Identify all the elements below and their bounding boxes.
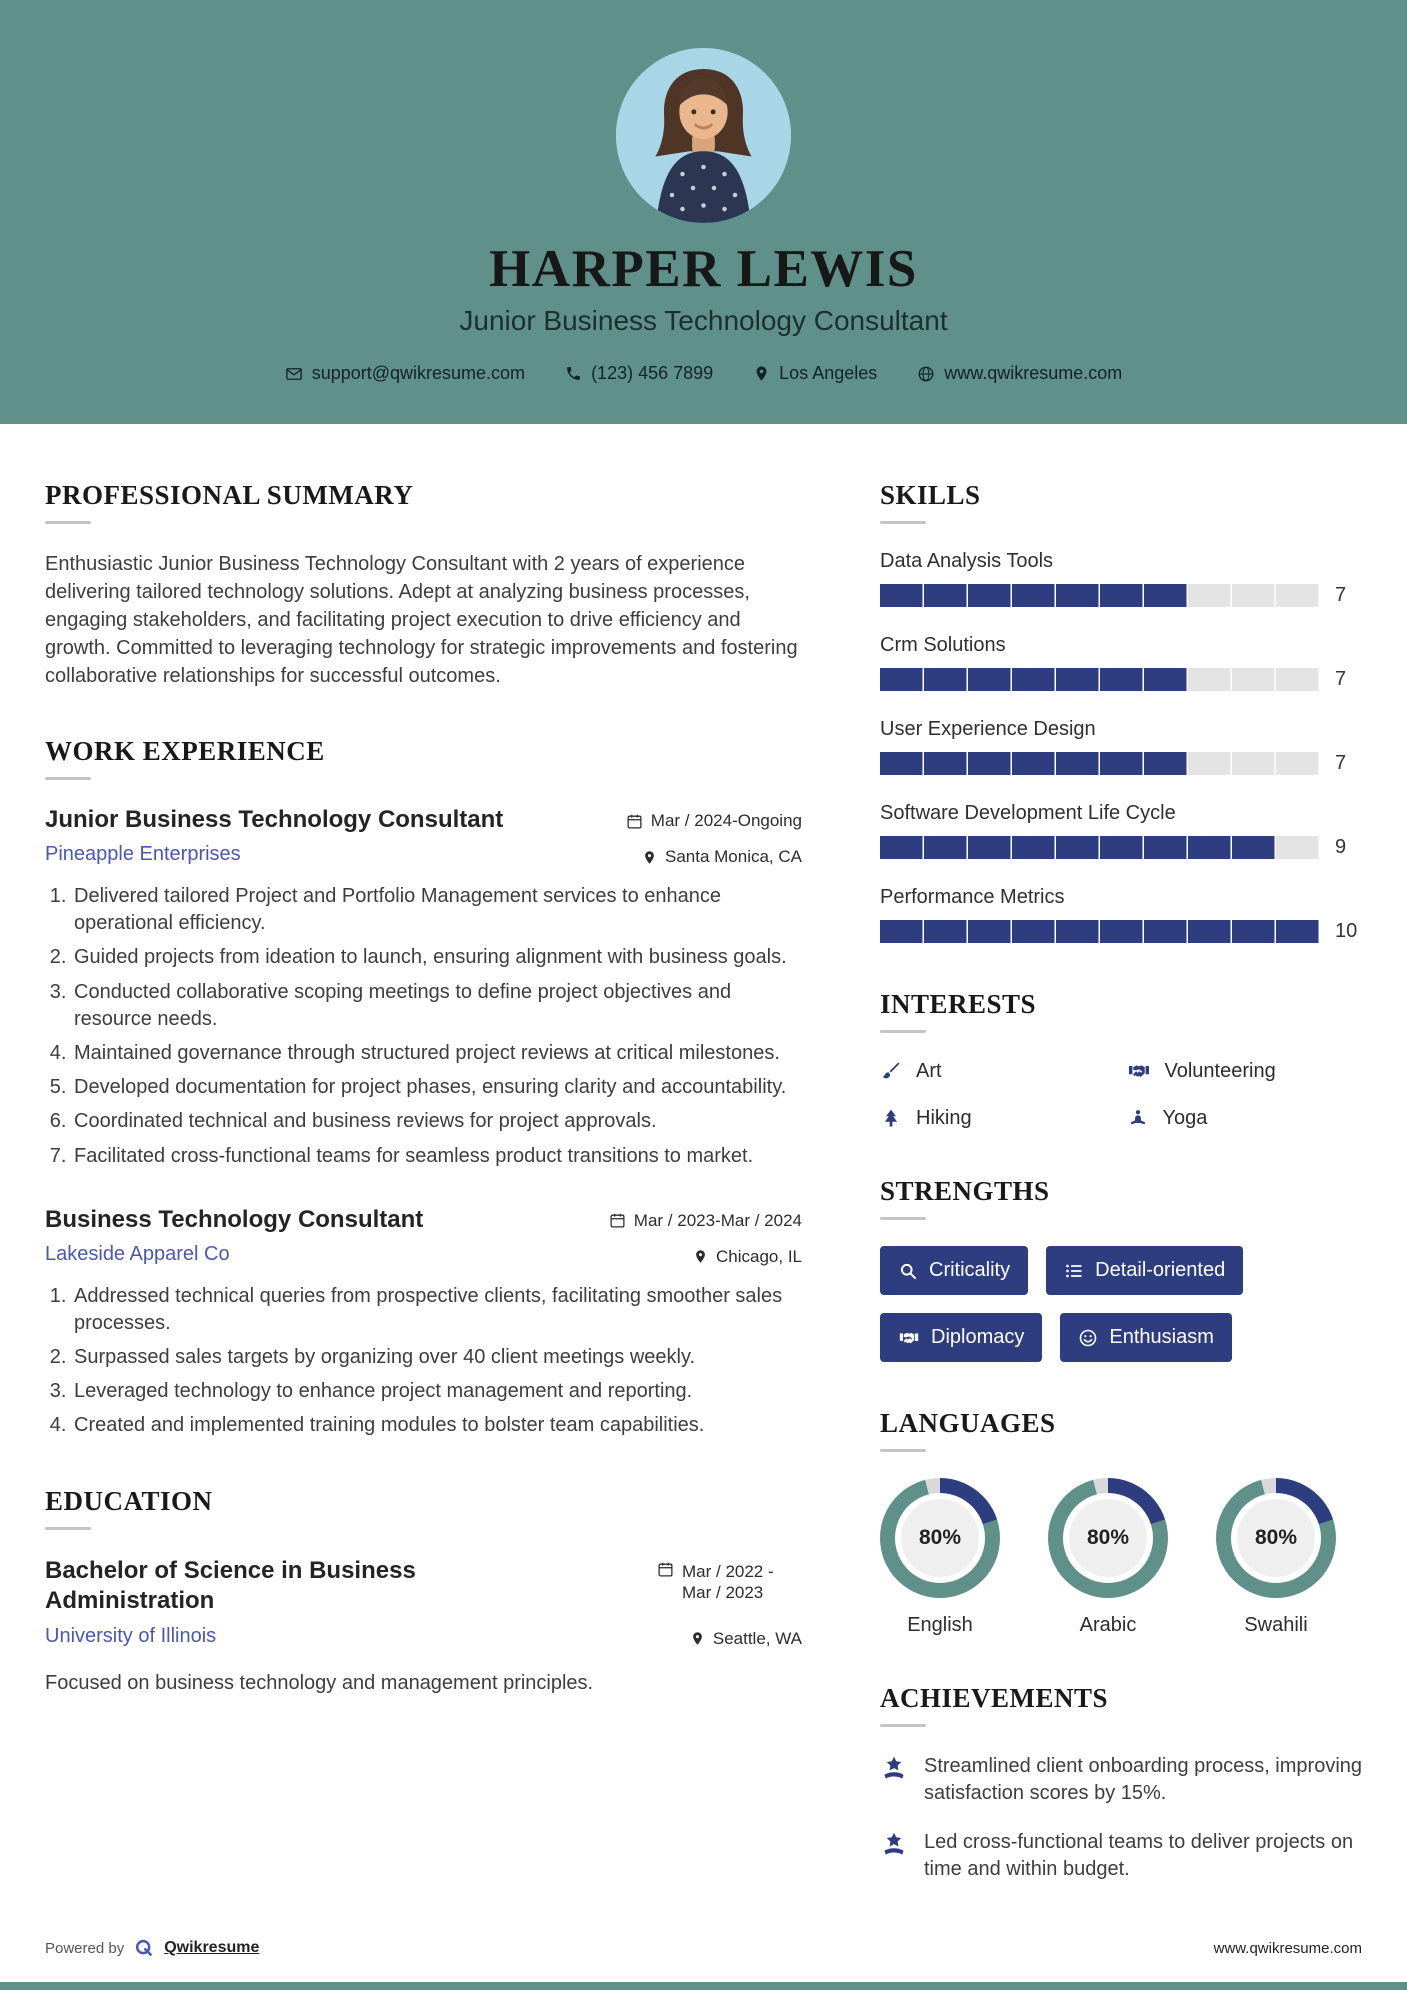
- job-subhead: [45, 842, 802, 867]
- skill-bar: [880, 920, 1320, 943]
- handshake-icon: [1127, 1059, 1151, 1083]
- skill-row: [880, 584, 1363, 607]
- interest-label: Yoga: [1162, 1107, 1208, 1129]
- strength-label: Enthusiasm: [1109, 1326, 1214, 1348]
- interests-grid: [880, 1059, 1363, 1130]
- avatar-illustration: [616, 48, 791, 223]
- section-heading: PROFESSIONAL SUMMARY: [45, 480, 802, 524]
- job-location: [693, 1242, 802, 1267]
- skill-bar: [880, 836, 1320, 859]
- education-head: [45, 1556, 802, 1616]
- language-percent: 80%: [1237, 1499, 1315, 1577]
- section-skills: [880, 480, 1363, 943]
- strength-label: Criticality: [929, 1259, 1011, 1281]
- q-logo-icon: [134, 1938, 154, 1958]
- globe-icon: [917, 365, 935, 383]
- section-heading: LANGUAGES: [880, 1408, 1363, 1452]
- strength-label: Diplomacy: [931, 1326, 1025, 1348]
- hand-star-icon: [880, 1831, 908, 1859]
- skill-bar-fill: [880, 920, 1320, 943]
- smiley-icon: [1078, 1328, 1098, 1348]
- job-location: [642, 842, 802, 867]
- header: [0, 0, 1407, 424]
- language-donut-chart: [880, 1478, 1000, 1598]
- footer-branding: [45, 1938, 259, 1958]
- job-entry: [45, 806, 802, 1170]
- language-label: Arabic: [1079, 1614, 1137, 1636]
- strength-chip: [1060, 1313, 1232, 1362]
- education-dates: [657, 1556, 802, 1604]
- achievement-item: [880, 1829, 1363, 1883]
- search-icon: [898, 1261, 918, 1281]
- skill-item: [880, 886, 1363, 943]
- interest-label: Art: [916, 1059, 942, 1082]
- section-achievements: [880, 1683, 1363, 1883]
- interest-item: [880, 1059, 1117, 1083]
- language-label: English: [907, 1614, 973, 1636]
- skill-row: [880, 752, 1363, 775]
- contact-phone: [565, 363, 713, 384]
- contact-bar: [20, 363, 1387, 384]
- left-column: [45, 480, 802, 1929]
- contact-email-text: support@qwikresume.com: [311, 363, 526, 383]
- summary-text: Enthusiastic Junior Business Technology Consultant with 2 years of experience delivering tailored technology solutions. Adept at analyzing business processes, engaging stakeholders, and facilitating project execution to drive efficiency and growth. Committed to leveraging technology for strategic improvements and fostering collaborative relationships for successful outcomes.: [45, 553, 798, 687]
- brand-link[interactable]: Qwikresume: [164, 1939, 260, 1956]
- contact-email[interactable]: [285, 363, 525, 384]
- skill-item: [880, 634, 1363, 691]
- experience-bullet: 2. Guided projects from ideation to launch, ensuring alignment with business goals.: [72, 944, 802, 971]
- contact-phone-text: (123) 456 7899: [591, 363, 714, 383]
- interest-label: Hiking: [916, 1107, 972, 1129]
- section-heading: STRENGTHS: [880, 1176, 1363, 1220]
- location-pin-icon: [693, 1249, 708, 1264]
- location-pin-icon: [753, 365, 770, 382]
- school-link[interactable]: University of Illinois: [45, 1624, 217, 1647]
- experience-bullet: 4. Created and implemented training modules to bolster team capabilities.: [72, 1412, 802, 1439]
- skill-label: Crm Solutions: [880, 634, 1006, 656]
- job-location-text: Santa Monica, CA: [664, 847, 802, 866]
- experience-bullet: 5. Developed documentation for project phases, ensuring clarity and accountability.: [72, 1074, 802, 1101]
- strength-chip: [880, 1313, 1042, 1362]
- experience-bullet-list: [45, 883, 802, 1170]
- main-content: [0, 424, 1407, 1929]
- interest-item: [1127, 1059, 1364, 1083]
- education-location-text: Seattle, WA: [712, 1628, 802, 1648]
- skill-bar: [880, 668, 1320, 691]
- skill-bar-fill: [880, 584, 1188, 607]
- location-pin-icon: [642, 850, 657, 865]
- tree-icon: [880, 1108, 902, 1130]
- footer-website-link[interactable]: www.qwikresume.com: [1213, 1939, 1362, 1957]
- achievement-item: [880, 1753, 1363, 1807]
- powered-by-text: Powered by: [45, 1939, 125, 1957]
- section-strengths: [880, 1176, 1363, 1362]
- job-subhead: [45, 1242, 802, 1267]
- interest-label: Volunteering: [1164, 1059, 1276, 1082]
- skill-label: User Experience Design: [880, 718, 1096, 740]
- section-professional-summary: [45, 480, 802, 690]
- yoga-icon: [1127, 1108, 1149, 1130]
- job-dates: [609, 1206, 802, 1231]
- experience-bullet: 6. Coordinated technical and business reviews for project approvals.: [72, 1108, 802, 1135]
- bottom-accent-strip: [0, 1982, 1407, 1990]
- section-heading: WORK EXPERIENCE: [45, 736, 802, 780]
- skill-item: [880, 802, 1363, 859]
- language-item: [1216, 1478, 1336, 1637]
- contact-website[interactable]: [917, 363, 1122, 384]
- skill-item: [880, 718, 1363, 775]
- avatar: [616, 48, 791, 223]
- education-location: [690, 1624, 802, 1649]
- paintbrush-icon: [880, 1060, 902, 1082]
- contact-location-text: Los Angeles: [779, 363, 878, 383]
- skill-score: 7: [1335, 584, 1347, 606]
- achievement-text: Streamlined client onboarding process, improving satisfaction scores by 15%.: [924, 1755, 1363, 1804]
- experience-bullet: 7. Facilitated cross-functional teams for seamless product transitions to market.: [72, 1143, 802, 1170]
- calendar-icon: [626, 813, 643, 830]
- skill-score: 7: [1335, 752, 1347, 774]
- job-dates: [626, 806, 802, 831]
- education-subhead: [45, 1624, 802, 1649]
- skill-item: [880, 550, 1363, 607]
- language-percent: 80%: [901, 1499, 979, 1577]
- education-dates-text: Mar / 2022 - Mar / 2023: [682, 1561, 774, 1602]
- achievement-text: Led cross-functional teams to deliver projects on time and within budget.: [924, 1831, 1354, 1880]
- strength-chip: [1046, 1246, 1243, 1295]
- interest-item: [880, 1107, 1117, 1130]
- experience-bullet: 3. Leveraged technology to enhance project management and reporting.: [72, 1378, 802, 1405]
- job-entry: [45, 1206, 802, 1440]
- strengths-chips: [880, 1246, 1363, 1362]
- section-heading: INTERESTS: [880, 989, 1363, 1033]
- skill-label: Software Development Life Cycle: [880, 802, 1176, 824]
- section-heading: ACHIEVEMENTS: [880, 1683, 1363, 1727]
- company-link[interactable]: Pineapple Enterprises: [45, 843, 241, 865]
- skill-score: 7: [1335, 668, 1347, 690]
- experience-bullet-list: [45, 1283, 802, 1440]
- section-heading: SKILLS: [880, 480, 1363, 524]
- skill-score: 9: [1335, 836, 1347, 858]
- languages-row: [880, 1478, 1363, 1637]
- right-column: [880, 480, 1363, 1929]
- calendar-icon: [609, 1212, 626, 1229]
- skill-row: [880, 920, 1363, 943]
- interest-item: [1127, 1107, 1364, 1130]
- language-percent: 80%: [1069, 1499, 1147, 1577]
- hand-star-icon: [880, 1755, 908, 1783]
- degree-title: Bachelor of Science in Business Administration: [45, 1556, 416, 1614]
- section-interests: [880, 989, 1363, 1130]
- section-education: [45, 1486, 802, 1697]
- skill-label: Data Analysis Tools: [880, 550, 1054, 572]
- contact-website-text: www.qwikresume.com: [944, 363, 1123, 383]
- skill-row: [880, 836, 1363, 859]
- calendar-icon: [657, 1561, 674, 1578]
- company-link[interactable]: Lakeside Apparel Co: [45, 1242, 230, 1265]
- job-title: Business Technology Consultant: [45, 1205, 424, 1233]
- handshake-icon: [898, 1327, 920, 1349]
- job-title: Junior Business Technology Consultant: [45, 806, 504, 833]
- strength-label: Detail-oriented: [1095, 1259, 1226, 1281]
- skill-bar: [880, 752, 1320, 775]
- language-donut-chart: [1216, 1478, 1336, 1598]
- language-item: [880, 1478, 1000, 1637]
- experience-bullet: 1. Addressed technical queries from prospective clients, facilitating smoother sales processes.: [72, 1283, 802, 1337]
- section-heading: EDUCATION: [45, 1486, 802, 1530]
- location-pin-icon: [690, 1631, 705, 1646]
- contact-location: [753, 363, 877, 384]
- skill-score: 10: [1335, 920, 1358, 942]
- job-head: [45, 1206, 802, 1234]
- footer: [45, 1938, 1362, 1958]
- strength-chip: [880, 1246, 1028, 1295]
- job-head: [45, 806, 802, 834]
- section-languages: [880, 1408, 1363, 1637]
- job-location-text: Chicago, IL: [716, 1246, 802, 1266]
- phone-icon: [565, 365, 582, 382]
- skill-row: [880, 668, 1363, 691]
- education-note: Focused on business technology and management principles.: [45, 1671, 594, 1694]
- skill-bar-fill: [880, 668, 1188, 691]
- job-dates-text: Mar / 2023-Mar / 2024: [633, 1210, 802, 1230]
- experience-bullet: 3. Conducted collaborative scoping meetings to define project objectives and resource needs.: [72, 979, 802, 1033]
- candidate-title: Junior Business Technology Consultant: [459, 305, 948, 336]
- language-label: Swahili: [1244, 1614, 1308, 1636]
- job-dates-text: Mar / 2024-Ongoing: [650, 811, 802, 830]
- experience-bullet: 1. Delivered tailored Project and Portfolio Management services to enhance operational efficiency.: [72, 883, 802, 937]
- candidate-name: HARPER LEWIS: [489, 240, 918, 298]
- skill-label: Performance Metrics: [880, 886, 1065, 908]
- language-donut-chart: [1048, 1478, 1168, 1598]
- language-item: [1048, 1478, 1168, 1637]
- skill-bar-fill: [880, 836, 1276, 859]
- skill-bar: [880, 584, 1320, 607]
- skill-bar-fill: [880, 752, 1188, 775]
- section-work-experience: [45, 736, 802, 1440]
- experience-bullet: 4. Maintained governance through structured project reviews at critical milestones.: [72, 1040, 802, 1067]
- experience-bullet: 2. Surpassed sales targets by organizing over 40 client meetings weekly.: [72, 1344, 802, 1371]
- list-icon: [1064, 1261, 1084, 1281]
- envelope-icon: [285, 365, 303, 383]
